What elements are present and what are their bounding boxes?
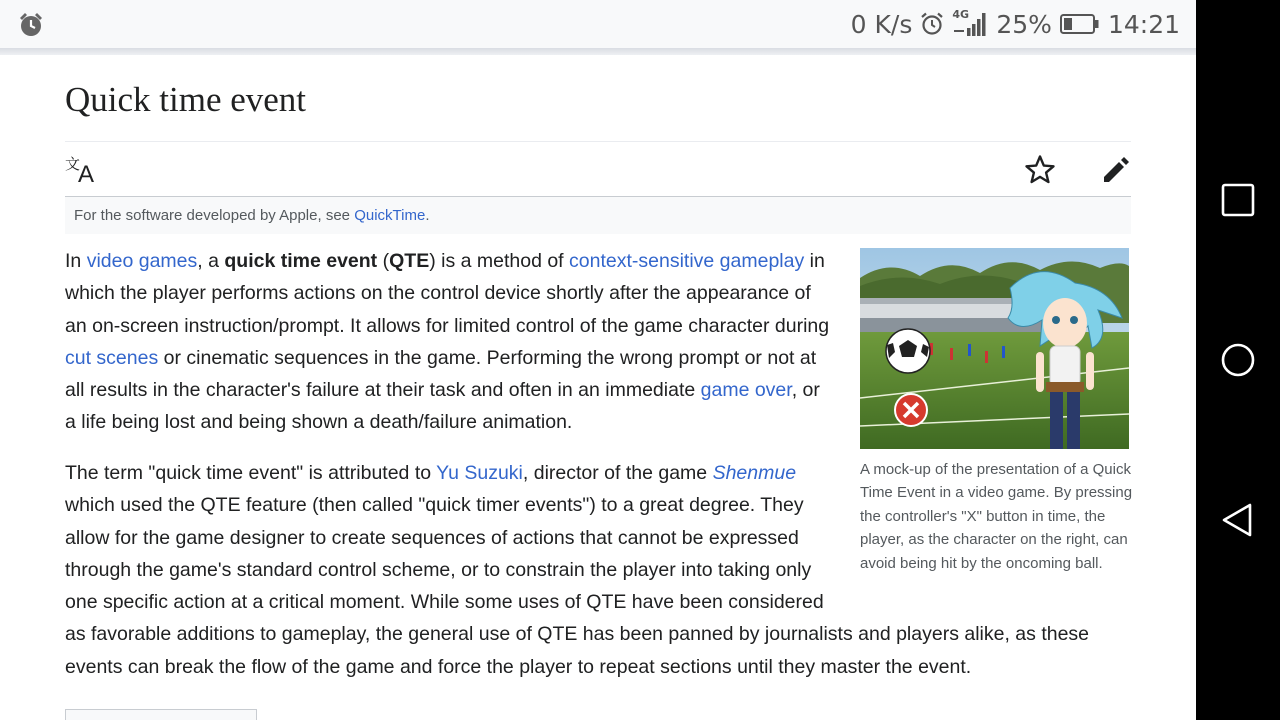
paragraph-origin (65, 457, 1131, 683)
square-icon[interactable] (1218, 180, 1258, 220)
title-divider (65, 141, 1131, 142)
cut-scenes-link[interactable]: cut scenes (65, 346, 159, 369)
signal-strength-icon (952, 11, 988, 37)
alarm-status-icon (920, 12, 944, 36)
qte-mockup-image (860, 248, 1129, 449)
yu-suzuki-link[interactable]: Yu Suzuki (436, 462, 523, 484)
page-title: Quick time event (65, 80, 307, 119)
text-run: ( (377, 250, 390, 272)
quicktime-link[interactable]: QuickTime (354, 207, 426, 224)
text-run: ) is a method of (429, 250, 570, 272)
shenmue-link[interactable]: Shenmue (712, 462, 797, 484)
bold-term: quick time event (224, 250, 378, 272)
text-run: in which the player performs actions on the control device shortly after the appearance of an on-screen instruction/prompt. It allows for limited control of the game character during (65, 250, 830, 337)
partial-box (65, 709, 257, 720)
text-run: In (65, 250, 87, 272)
signal-group (952, 8, 988, 37)
bold-abbrev: QTE (389, 250, 430, 272)
svg-text:文: 文 (65, 155, 81, 173)
clock: 14:21 (1107, 9, 1180, 39)
thumbnail-caption: A mock-up of the presentation of a Quick Time Event in a video game. By pressing the controller's "X" button in time, the player, as the character on the right, can avoid being hit by the oncoming ball. (860, 461, 1133, 572)
hatnote (65, 197, 1131, 234)
hatnote-text: For the software developed by Apple, see (74, 207, 355, 224)
svg-text:A: A (78, 161, 95, 184)
paragraph-intro (65, 245, 835, 439)
text-run: The term "quick time event" is attributed to (65, 462, 437, 484)
status-bar (0, 0, 1196, 48)
hatnote-suffix: . (425, 207, 430, 224)
alarm-icon (18, 12, 44, 38)
text-run: , or a life being lost and being shown a death/failure animation. (65, 379, 820, 434)
star-icon[interactable] (1024, 154, 1056, 186)
float-spacer (831, 457, 1131, 607)
text-run: , director of the game (522, 462, 713, 484)
net-speed: 0 K/s (850, 9, 913, 39)
game-over-link[interactable]: game over (700, 379, 792, 402)
circle-icon[interactable] (1218, 340, 1258, 380)
text-run: or cinematic sequences in the game. Performing the wrong prompt or not at all results in the character's failure at their task and often in an immediate (65, 346, 817, 402)
battery-percent: 25% (996, 9, 1052, 39)
context-sensitive-gameplay-link[interactable]: context-sensitive gameplay (569, 250, 805, 272)
translate-icon[interactable] (65, 154, 99, 184)
battery-icon (1060, 13, 1100, 35)
video-games-link[interactable]: video games (86, 250, 198, 272)
navigation-bar (1196, 0, 1280, 720)
network-type: 4G (952, 8, 970, 21)
article-thumbnail[interactable] (860, 248, 1129, 449)
text-run: , a (197, 250, 225, 272)
status-bar-shadow (0, 48, 1196, 55)
triangle-back-icon[interactable] (1218, 500, 1258, 540)
text-run: which used the QTE feature (then called "quick timer events") to a great degree. They allow for the game designer to create sequences of actions that cannot be expressed through the game's standard control scheme, or to constrain the player into taking only one specific action at a critical moment. While some uses of QTE have been considered as favorable additions to gameplay, the general use of QTE has been panned by journalists and players alike, as these events can break the flow of the game and force the player to repeat sections until they master the event. (65, 494, 1090, 678)
pencil-icon[interactable] (1100, 154, 1132, 186)
